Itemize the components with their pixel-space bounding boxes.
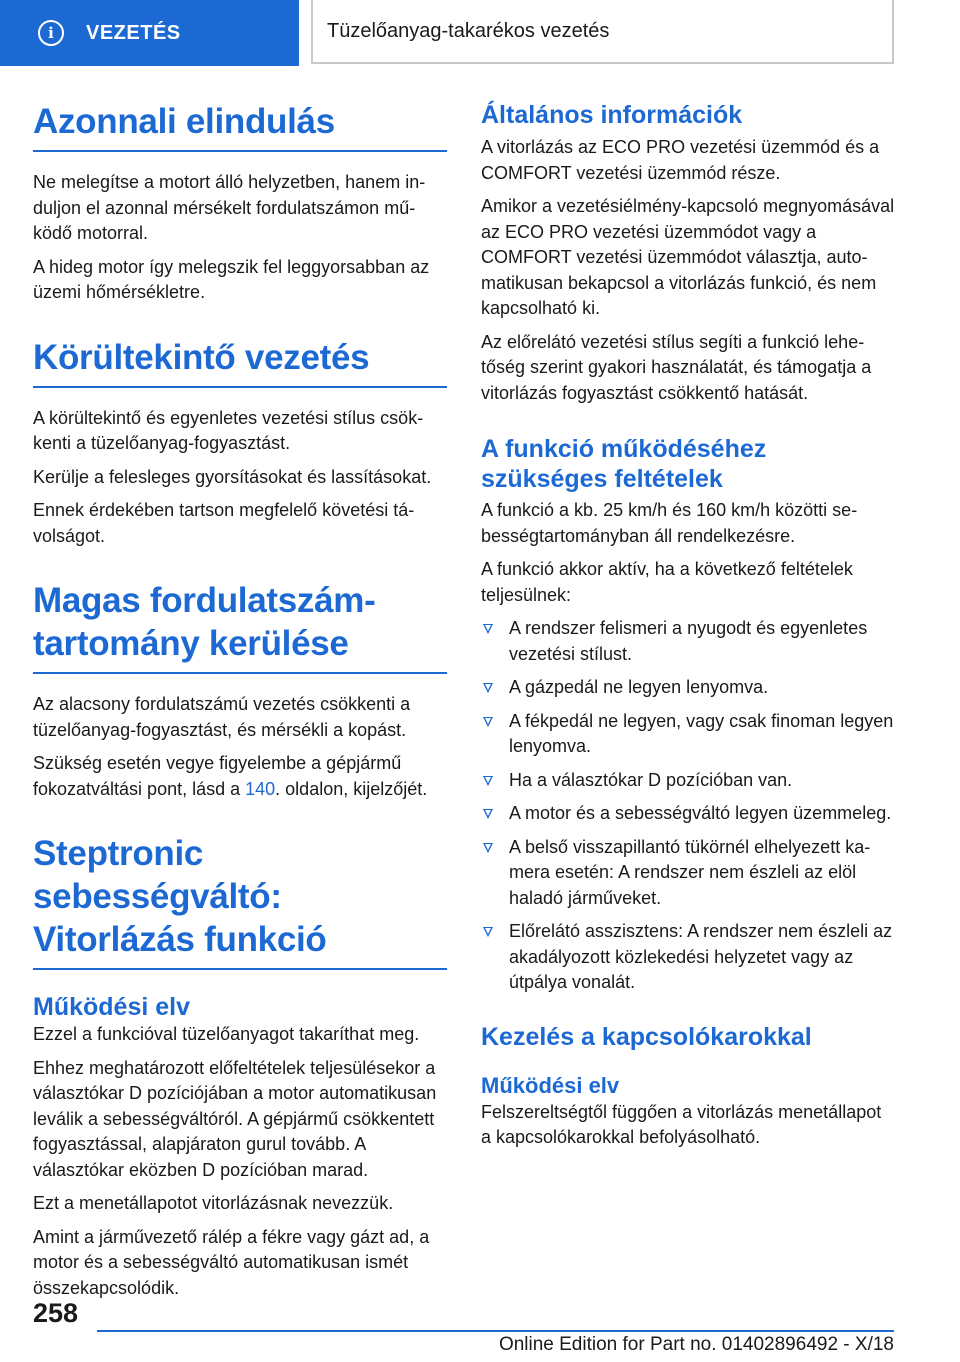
paragraph: A funkció a kb. 25 km/h és 160 km/h közötti sebességtartományban áll rendelkezésre. — [481, 500, 858, 546]
triangle-bullet-icon — [483, 843, 493, 853]
list-item: A rendszer felismeri a nyugodt és egyenletes vezetési stílust. — [481, 616, 895, 667]
paragraph: A funkció akkor aktív, ha a következő feltételek teljesülnek: — [481, 559, 853, 605]
left-column — [33, 100, 447, 1309]
paragraph: Ennek érdekében tartson megfelelő követési távolságot. — [33, 500, 415, 546]
list-item: A belső visszapillantó tükörnél elhelyezett kamera esetén: A rendszer nem észleli az elöl haladó járműveket. — [481, 835, 895, 912]
paragraph-with-link: Szükség esetén vegye figyelembe a gépjármű fokozatváltási pont, lásd a 140. oldalon, kijelzőjét. — [33, 753, 428, 799]
list-item: A gázpedál ne legyen lenyomva. — [481, 675, 895, 701]
paragraph: Kerülje a felesleges gyorsításokat és lassításokat. — [33, 466, 432, 487]
paragraph: Ne melegítse a motort álló helyzetben, hanem induljon el azonnal mérsékelt fordulatszámon működő motorral. — [33, 172, 426, 243]
paragraph: Ezt a menetállapotot vitorlázásnak nevezzük. — [33, 1193, 394, 1213]
page-reference-link[interactable]: 140 — [245, 778, 276, 799]
conditions-list — [481, 616, 895, 996]
list-item: Ha a választókar D pozícióban van. — [481, 768, 895, 794]
paragraph: A vitorlázás az ECO PRO vezetési üzemmód és a COMFORT vezetési üzemmód része. — [481, 137, 880, 183]
paragraph: A hideg motor így melegszik fel leggyorsabban az üzemi hőmérsékletre. — [33, 256, 430, 302]
footer-divider — [97, 1330, 894, 1332]
section-title: Tüzelőanyag-takarékos vezetés — [311, 0, 894, 64]
footer-edition: Online Edition for Part no. 01402896492 - X/18 — [498, 1334, 894, 1355]
paragraph: Az előrelátó vezetési stílus segíti a funkció lehetőség szerint gyakori használatát, és támogatja a vitorlázás fogyasztást csökkentő hatását. — [481, 331, 872, 403]
paragraph: Amint a járművezető rálép a fékre vagy gázt ad, a motor és a sebességváltó automatikusan ismét összekapcsolódik. — [33, 1226, 430, 1298]
page-number: 258 — [33, 1298, 79, 1328]
heading-kezeles-kapcsolokarokkal: Kezelés a kapcsolókarokkal — [481, 1022, 812, 1051]
chapter-title: VEZETÉS — [86, 21, 181, 44]
paragraph: A körültekintő és egyenletes vezetési stílus csökkenti a tüzelőanyag-fogyasztást. — [33, 407, 424, 453]
heading-altalanos-informaciok: Általános információk — [481, 101, 743, 129]
subheading-mukodesi-elv: Működési elv — [33, 993, 190, 1021]
list-item: Előrelátó asszisztens: A rendszer nem észleli az akadályozott közlekedési helyzetet vagy az útpálya vonalát. — [481, 919, 895, 996]
heading-magas-fordulatszam: Magas fordulatszám-tartomány kerülése — [33, 579, 447, 674]
info-icon: i — [38, 20, 64, 46]
heading-steptronic: Steptronic sebességváltó: Vitorlázás funkció — [33, 832, 447, 970]
triangle-bullet-icon — [483, 683, 493, 693]
paragraph: Ezzel a funkcióval tüzelőanyagot takaríthat meg. — [33, 1024, 420, 1044]
heading-feltetelek: A funkció működéséhez szükséges feltételek — [481, 435, 767, 493]
page-header — [0, 0, 960, 66]
chapter-tab[interactable] — [0, 0, 299, 66]
triangle-bullet-icon — [483, 927, 493, 937]
list-item: A fékpedál ne legyen, vagy csak finoman legyen lenyomva. — [481, 709, 895, 760]
triangle-bullet-icon — [483, 809, 493, 819]
paragraph: Felszereltségtől függően a vitorlázás menetállapot a kapcsolókarokkal befolyásolható. — [481, 1101, 882, 1147]
paragraph: Az alacsony fordulatszámú vezetés csökkenti a tüzelőanyag-fogyasztást, és mérsékli a kopást. — [33, 694, 411, 740]
triangle-bullet-icon — [483, 776, 493, 786]
paragraph: Ehhez meghatározott előfeltételek teljesülésekor a választókar D pozíciójában a motor automatikusan leválik a sebességváltóról. A gépjármű csökkentett fogyasztással, alapjáraton gurul tovább. A választókar eközben D pozícióban marad. — [33, 1057, 437, 1180]
triangle-bullet-icon — [483, 624, 493, 634]
list-item: A motor és a sebességváltó legyen üzemmeleg. — [481, 801, 895, 827]
paragraph: Amikor a vezetésiélmény-kapcsoló megnyomásával az ECO PRO vezetési üzemmódot vagy a COMFORT vezetési üzemmódot választja, automatikusan bekapcsol a vitorlázás funkció, és nem kapcsolható ki. — [481, 196, 895, 318]
heading-azonnali-elindulas: Azonnali elindulás — [33, 100, 447, 152]
subheading-mukodesi-elv: Működési elv — [481, 1072, 620, 1098]
right-column — [481, 100, 895, 1159]
triangle-bullet-icon — [483, 717, 493, 727]
heading-korultekinto-vezetes: Körültekintő vezetés — [33, 336, 447, 388]
